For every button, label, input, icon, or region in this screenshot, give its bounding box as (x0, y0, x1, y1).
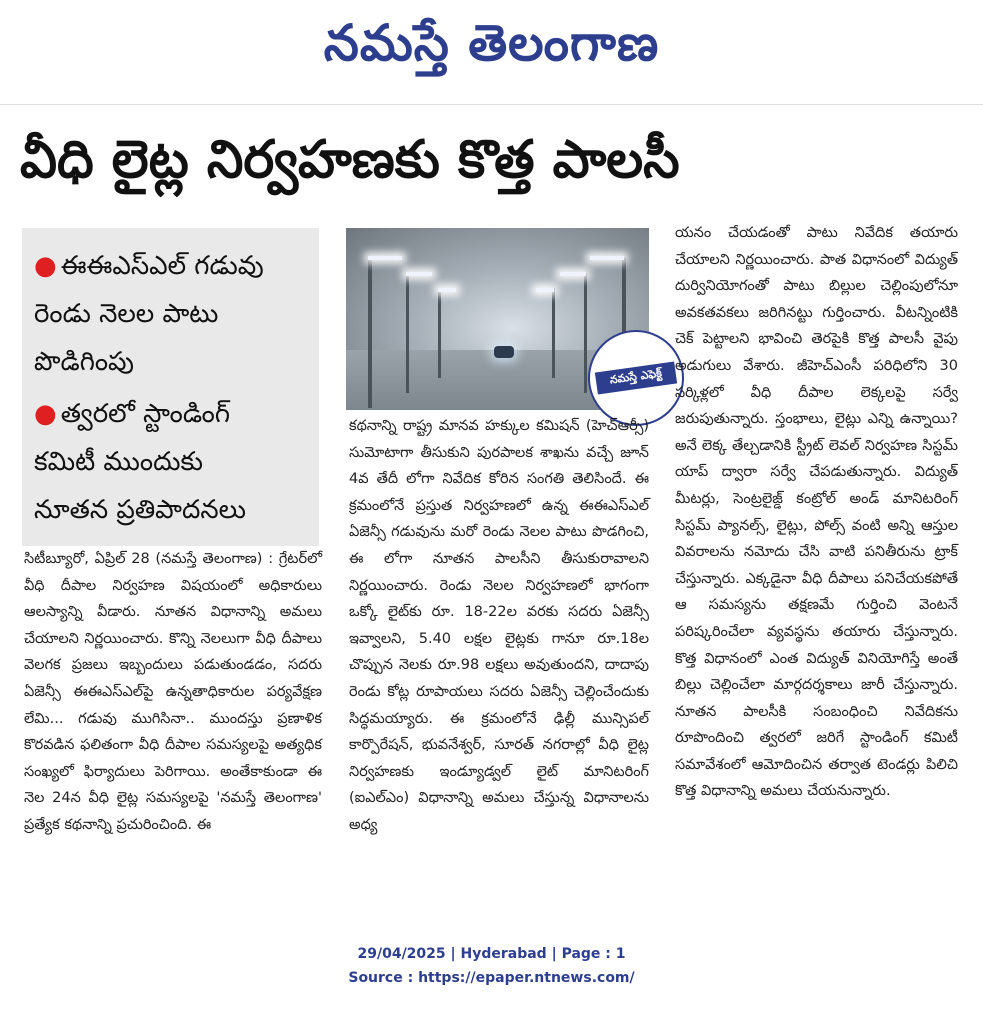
newspaper-logo: నమస్తే తెలంగాణ (323, 14, 660, 72)
highlight-line: త్వరలో స్టాండింగ్ (60, 399, 231, 429)
lamp-pole (584, 273, 587, 393)
lamp-pole (438, 288, 441, 378)
lamp-light (406, 272, 432, 276)
article-headline: వీధి లైట్ల నిర్వహణకు కొత్త పాలసీ (20, 130, 680, 190)
lamp-light (560, 272, 586, 276)
badge-label: నమస్తే ఎఫెక్ట్ (595, 362, 677, 395)
car-shape (494, 346, 514, 358)
article-text: సిటీబ్యూరో, ఏప్రిల్ 28 (నమస్తే తెలంగాణ) : గ్రేటర్‌లో వీధి దీపాల నిర్వహణ విషయంలో అధికారులు ఆలస్యాన్ని వీడారు. నూతన విధానాన్ని అమలు చేయాలని నిర్ణయించారు. కొన్ని నెలలుగా వీధి దీపాలు వెలగక ప్రజలు ఇబ్బందులు పడుతుండడం, సదరు ఏజెన్సీ ఈఈఎస్ఎల్‌పై ఉన్నతాధికారుల పర్యవేక్షణ లేమి... గడువు ముగిసినా.. ముందస్తు ప్రణాళిక కొరవడిన ఫలితంగా వీధి దీపాల సమస్యలపై అత్యధిక సంఖ్యలో ఫిర్యాదులు పెరిగాయి. అంతేకాకుండా ఈ నెల 24న వీధి లైట్ల సమస్యలపై 'నమస్తే తెలంగాణ' ప్రత్యేక కథనాన్ని ప్రచురించింది. ఈ (24, 551, 322, 833)
footer-date-line: 29/04/2025 | Hyderabad | Page : 1 (357, 946, 626, 962)
bullet-icon: ● (34, 399, 57, 429)
article-text: యనం చేయడంతో పాటు నివేదిక తయారు చేయాలని నిర్ణయించారు. పాత విధానంలో విద్యుత్ దుర్వినియోగంతో పాటు బిల్లుల చెల్లింపులోనూ అవకతవకలు జరిగినట్టు గుర్తించారు. వీటన్నింటికి చెక్ పెట్టాలని భావించి తెరపైకి కొత్త పాలసీ వైపు అడుగులు వేశారు. జీహెచ్ఎంసీ పరిధిలోని 30 సర్కిళ్లలో వీధి దీపాల లెక్కలపై సర్వే జరుపుతున్నారు. స్తంభాలు, లైట్లు ఎన్ని ఉన్నాయి? అనే లెక్క తేల్చడానికి స్ట్రీట్ లెవల్ నిర్వహణ సిస్టమ్ యాప్ ద్వారా సర్వే చేపడుతున్నారు. విద్యుత్ మీటర్లు, సెంట్రలైజ్డ్ కంట్రోల్ అండ్ మానిటరింగ్ సిస్టమ్ ప్యానల్స్, లైట్లు, పోల్స్ వంటి అన్ని ఆస్తుల వివరాలను నమోదు చేసి వాటి పనితీరును ట్రాక్ చేస్తున్నారు. ఎక్కడైనా వీధి దీపాలు పనిచేయకపోతే ఆ సమస్యను తక్షణమే గుర్తించి వెంటనే పరిష్కరించేలా వ్యవస్థను తయారు చేస్తున్నారు. కొత్త విధానంలో ఎంత విద్యుత్ వినియోగిస్తే అంతే బిల్లు చెల్లించేలా మార్గదర్శకాలు జారీ చేస్తున్నారు. నూతన పాలసీకి సంబంధించి నివేదికను రూపొందించి త్వరలో జరిగే స్టాండింగ్ కమిటీ సమావేశంలో ఆమోదించిన తర్వాత టెండర్లు పిలిచి కొత్త విధానాన్ని అమలు చేయనున్నారు. (675, 225, 958, 800)
highlight-item (34, 242, 314, 386)
highlight-line: రెండు నెలల పాటు (34, 299, 219, 329)
bullet-icon: ● (34, 251, 57, 281)
article-text: కథనాన్ని రాష్ట్ర మానవ హక్కుల కమిషన్ (హెచ్ఆర్సీ) సుమోటాగా తీసుకుని పురపాలక శాఖను వచ్చే జూన్ 4వ తేదీ లోగా నివేదిక కోరిన సంగతి తెలిసిందే. ఈ క్రమంలోనే ప్రస్తుత నిర్వహణలో ఉన్న ఈఈఎస్ఎల్ ఏజెన్సీ గడువును మరో రెండు నెలల పాటు పొడగించి, ఈ లోగా నూతన పాలసీని తీసుకురావాలని నిర్ణయించారు. రెండు నెలల నిర్వహణలో భాగంగా ఒక్కో లైట్‌కు రూ. 18-22ల వరకు సదరు ఏజెన్సీ ఇవ్వాలని, 5.40 లక్షల లైట్లకు గానూ రూ.18ల చొప్పున నెలకు రూ.98 లక్షలు అవుతుందని, దాదాపు రెండు కోట్ల రూపాయలు సదరు ఏజెన్సీ చెల్లించేందుకు సిద్ధమయ్యారు. ఈ క్రమంలోనే ఢిల్లీ మున్సిపల్ కార్పొరేషన్, భువనేశ్వర్, సూరత్ నగరాల్లో వీధి లైట్ల నిర్వహణకు ఇండ్యూడ్వల్ లైట్ మానిటరింగ్ (ఐఎల్ఎం) విధానాన్ని అమలు చేస్తున్న విధానాలను అధ్య (349, 418, 649, 833)
namaste-effect-badge (588, 330, 684, 426)
article-column-3 (675, 220, 958, 805)
highlight-item (34, 390, 314, 534)
lamp-light (438, 288, 456, 292)
lamp-pole (368, 258, 372, 408)
lamp-light (368, 256, 402, 260)
lamp-light (590, 256, 624, 260)
highlights-box (22, 228, 319, 546)
article-column-2 (349, 413, 649, 839)
highlight-line: పొడిగింపు (34, 347, 134, 377)
highlight-line: నూతన ప్రతిపాదనలు (34, 495, 247, 525)
masthead (0, 0, 983, 95)
masthead-divider (0, 104, 983, 105)
lamp-pole (552, 288, 555, 378)
lamp-light (536, 288, 554, 292)
highlight-line: కమిటీ ముందుకు (34, 447, 204, 477)
footer-source-line: Source : https://epaper.ntnews.com/ (348, 970, 635, 986)
highlight-line: ఈఈఎస్ఎల్ గడువు (60, 251, 264, 281)
lamp-pole (406, 273, 409, 393)
article-column-1 (24, 546, 322, 839)
